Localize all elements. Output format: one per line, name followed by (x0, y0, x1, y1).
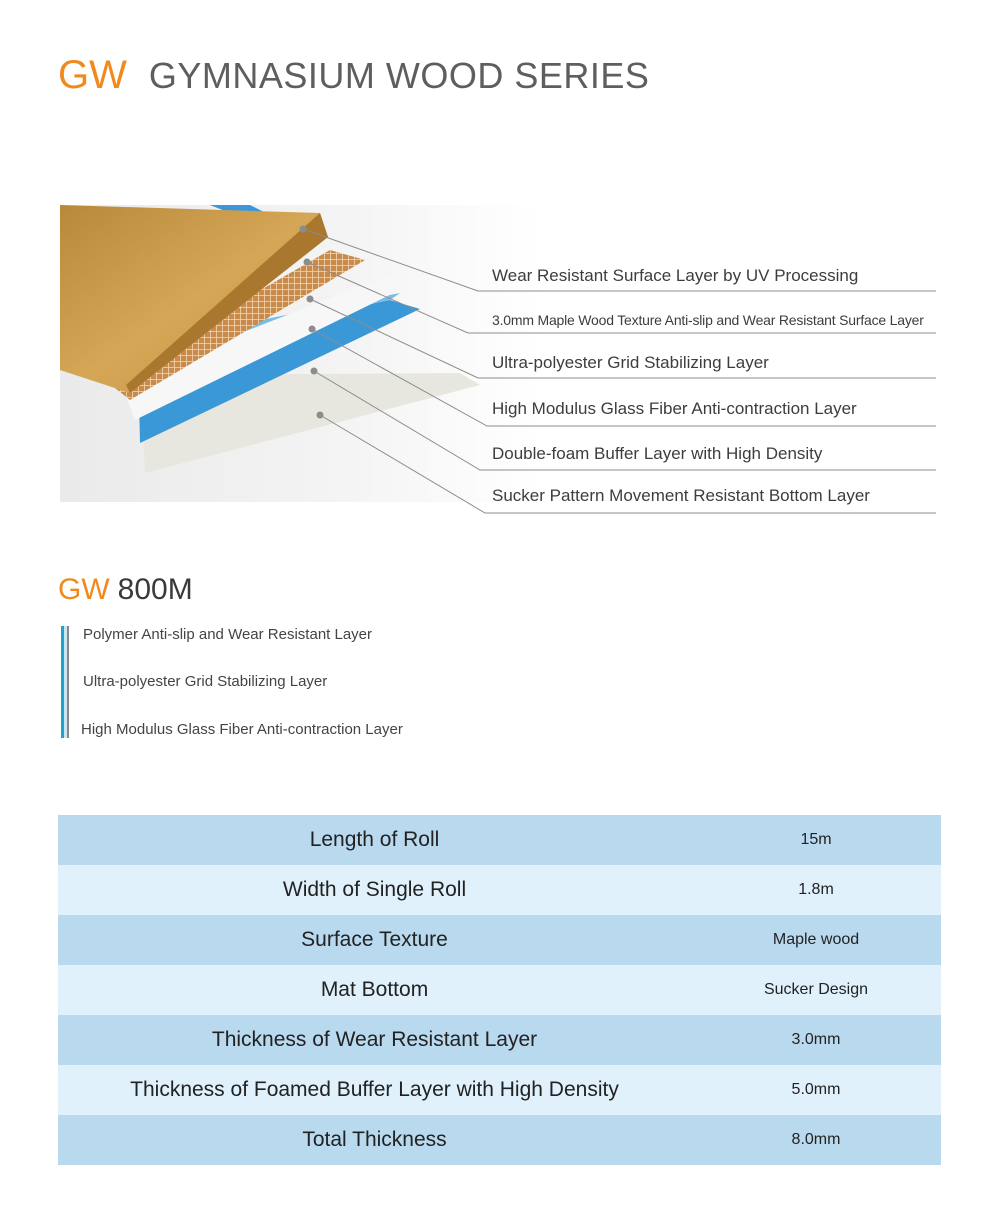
spec-value: Maple wood (691, 915, 941, 965)
model-brand: GW (58, 573, 110, 606)
model-title (58, 570, 193, 610)
model-layer-item: Ultra-polyester Grid Stabilizing Layer (83, 673, 328, 690)
brand-mark: GW (58, 53, 127, 97)
layer-label-bottom: Sucker Pattern Movement Resistant Bottom Layer (492, 486, 870, 505)
spec-key: Mat Bottom (58, 965, 691, 1015)
series-title: GYMNASIUM WOOD SERIES (148, 55, 650, 96)
table-row (58, 965, 941, 1015)
layer-label-foam: Double-foam Buffer Layer with High Density (492, 444, 823, 463)
layer-label-glass-fiber: High Modulus Glass Fiber Anti-contraction Layer (492, 399, 857, 418)
spec-key: Thickness of Wear Resistant Layer (58, 1015, 691, 1065)
layer-label-uv-surface: Wear Resistant Surface Layer by UV Processing (492, 266, 859, 285)
table-row (58, 865, 941, 915)
page-title (58, 50, 649, 101)
spec-value: 5.0mm (691, 1065, 941, 1115)
table-row (58, 815, 941, 865)
table-row (58, 1115, 941, 1165)
layer-diagram (60, 205, 960, 520)
spec-key: Length of Roll (58, 815, 691, 865)
spec-value: Sucker Design (691, 965, 941, 1015)
spec-value: 1.8m (691, 865, 941, 915)
spec-key: Thickness of Foamed Buffer Layer with High Density (58, 1065, 691, 1115)
layer-stack-bar-gray (67, 626, 69, 738)
spec-value: 15m (691, 815, 941, 865)
table-row (58, 1015, 941, 1065)
model-layer-list (61, 626, 461, 738)
spec-value: 3.0mm (691, 1015, 941, 1065)
layer-label-grid: Ultra-polyester Grid Stabilizing Layer (492, 353, 769, 372)
model-layer-item: High Modulus Glass Fiber Anti-contraction Layer (81, 721, 403, 738)
spec-key: Total Thickness (58, 1115, 691, 1165)
table-row (58, 915, 941, 965)
spec-key: Surface Texture (58, 915, 691, 965)
spec-table (58, 815, 941, 1165)
model-name: 800M (117, 573, 193, 606)
table-row (58, 1065, 941, 1115)
spec-value: 8.0mm (691, 1115, 941, 1165)
layer-label-maple-wood: 3.0mm Maple Wood Texture Anti-slip and Wear Resistant Surface Layer (492, 312, 924, 328)
model-layer-item: Polymer Anti-slip and Wear Resistant Layer (83, 626, 373, 643)
spec-key: Width of Single Roll (58, 865, 691, 915)
